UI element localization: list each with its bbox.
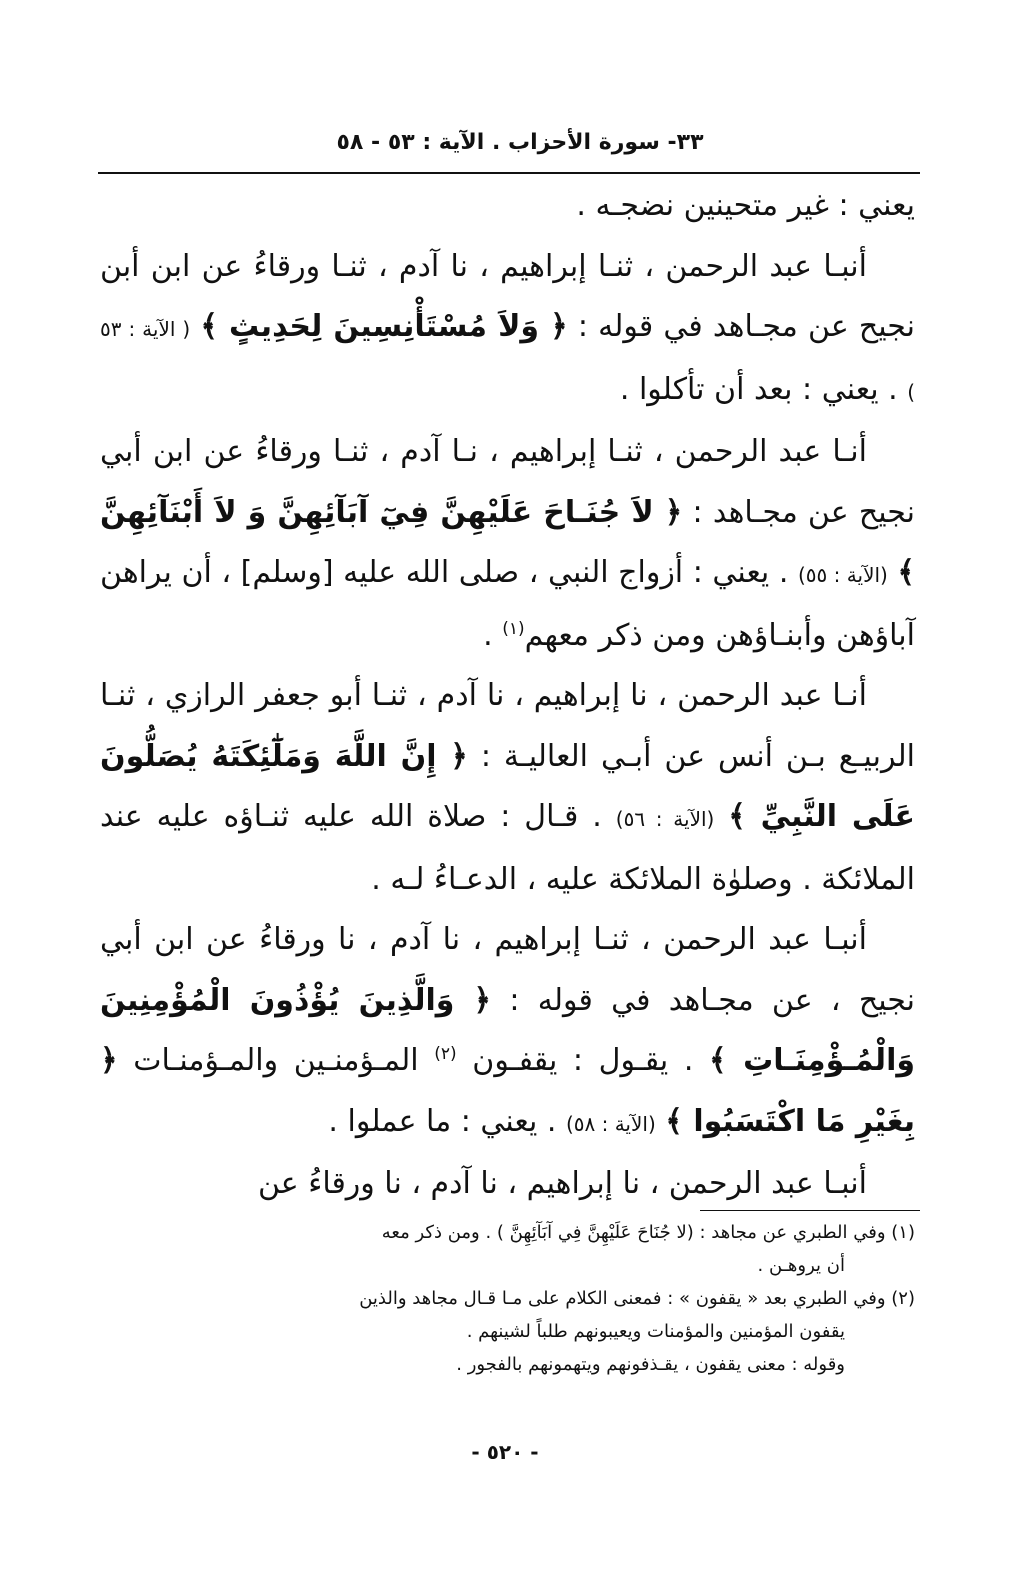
- quran-quote: ﴿ وَلاَ مُسْتَأْنِسِينَ لِحَدِيثٍ ﴾: [200, 309, 568, 344]
- footnote-marker: (٢): [434, 1044, 457, 1064]
- footnote-2-cont: وقوله : معنى يقفون ، يقـذفونهم ويتهمونهم بالفجور .: [456, 1354, 845, 1375]
- paragraph-4: [100, 910, 915, 1154]
- commentary-text: . يعني : بعد أن تأكلوا .: [619, 371, 898, 407]
- isnad-text: أنـا عبد الرحمن ، ثنـا إبراهيم ، نـا آدم ، ثنـا ورقاءُ عن ابن أبي نجيح عن مجـاهد :: [100, 434, 915, 530]
- isnad-text: أنـا عبد الرحمن ، نا إبراهيم ، نا آدم ، ثنـا أبو جعفر الرازي ، ثنـا الربيـع بـن أنس عن أبـي العاليـة :: [100, 678, 915, 774]
- paragraph-2: أنـا عبد الرحمن ، ثنـا إبراهيم ، نـا آدم ، ثنـا ورقاءُ عن ابن أبي نجيح عن مجـاهد : ﴿ لاَ جُنَـاحَ عَلَيْهِنَّ فِيٓ آبَآئِهِنَّ وَ لاَ أَبْنَآئِهِنَّ ﴾ (الآية : ٥٥) . يعني : أزواج النبي ، صلى الله عليه [وسلم] ، أن يراهن آباؤهن وأبنـاؤهن ومن ذكر معهم$^{(١)}$ .: [100, 434, 915, 653]
- ayah-ref: (الآية : ٥٥): [797, 563, 888, 587]
- page-number: - ٥٢٠ -: [471, 1440, 539, 1464]
- running-head: ٣٣- سورة الأحزاب . الآية : ٥٣ - ٥٨: [336, 130, 704, 155]
- commentary-text: . يقـول : يقفـون: [472, 1043, 694, 1078]
- main-text: [100, 176, 915, 1215]
- quran-quote: ﴿ بِغَيْرِ مَا اكْتَسَبُوا ﴾: [100, 1043, 915, 1139]
- ayah-ref: ( الآية : ٥٣ ): [100, 317, 915, 404]
- footnotes: [100, 1216, 915, 1381]
- commentary-text: . يعني : أزواج النبي ، صلى الله عليه [وسلم] ، أن يراهن آباؤهن وأبنـاؤهن ومن ذكر معهم: [100, 555, 915, 653]
- commentary-text: . قـال : صلاة الله عليه ثنـاؤه عليه عند الملائكة . وصلوٰة الملائكة عليه ، الدعـاءُ لـه .: [100, 799, 915, 897]
- footnote-2: (٢) وفي الطبري بعد « يقفون » : فمعنى الكلام على مـا قـال مجاهد والذين: [359, 1288, 915, 1309]
- isnad-text: أنبـا عبد الرحمن ، ثنـا إبراهيم ، نا آدم ، ثنـا ورقاءُ عن ابن أبن نجيح عن مجـاهد في قوله :: [100, 248, 916, 344]
- paragraph-1: [100, 237, 915, 423]
- quran-quote: ﴿ لاَ جُنَـاحَ عَلَيْهِنَّ فِيٓ آبَآئِهِنَّ وَ لاَ أَبْنَآئِهِنَّ ﴾: [100, 494, 915, 590]
- quran-quote: ﴿ وَالَّذِينَ يُؤْذُونَ الْمُؤْمِنِينَ وَالْمُـؤْمِنَـاتِ ﴾: [100, 982, 916, 1078]
- commentary-text: . يعني : ما عملوا .: [328, 1103, 557, 1139]
- paragraph-5: أنبـا عبد الرحمن ، نا إبراهيم ، نا آدم ، نا ورقاءُ عن: [257, 1166, 867, 1201]
- isnad-text: أنبـا عبد الرحمن ، ثنـا إبراهيم ، نا آدم ، نا ورقاءُ عن ابن أبي نجيح ، عن مجـاهد في قوله :: [100, 922, 915, 1018]
- footnote-marker: (١): [502, 618, 525, 639]
- commentary-text: المـؤمنـين والمـؤمنـات: [133, 1043, 419, 1078]
- footnote-rule: [700, 1210, 920, 1211]
- ayah-ref: (الآية : ٥٦): [615, 807, 715, 831]
- paragraph-3: [100, 666, 915, 910]
- quran-quote: ﴿ إِنَّ اللَّهَ وَمَلَٰٓئِكَتَهُ يُصَلُّونَ عَلَى النَّبِيِّ ﴾: [100, 738, 915, 834]
- footnote-2-cont: يقفون المؤمنين والمؤمنات ويعيبونهم طلباً لشينهم .: [466, 1321, 845, 1342]
- footnote-1-cont: أن يروهـن .: [757, 1255, 845, 1276]
- footnote-1: (١) وفي الطبري عن مجاهد : (لا جُنَاحَ عَلَيْهِنَّ فِي آبَآئِهِنَّ ) . ومن ذكر معه: [381, 1222, 915, 1243]
- header-rule: [98, 172, 920, 174]
- ayah-ref: (الآية : ٥٨): [565, 1111, 656, 1136]
- line-continuation: يعني : غير متحينين نضجـه .: [576, 188, 915, 223]
